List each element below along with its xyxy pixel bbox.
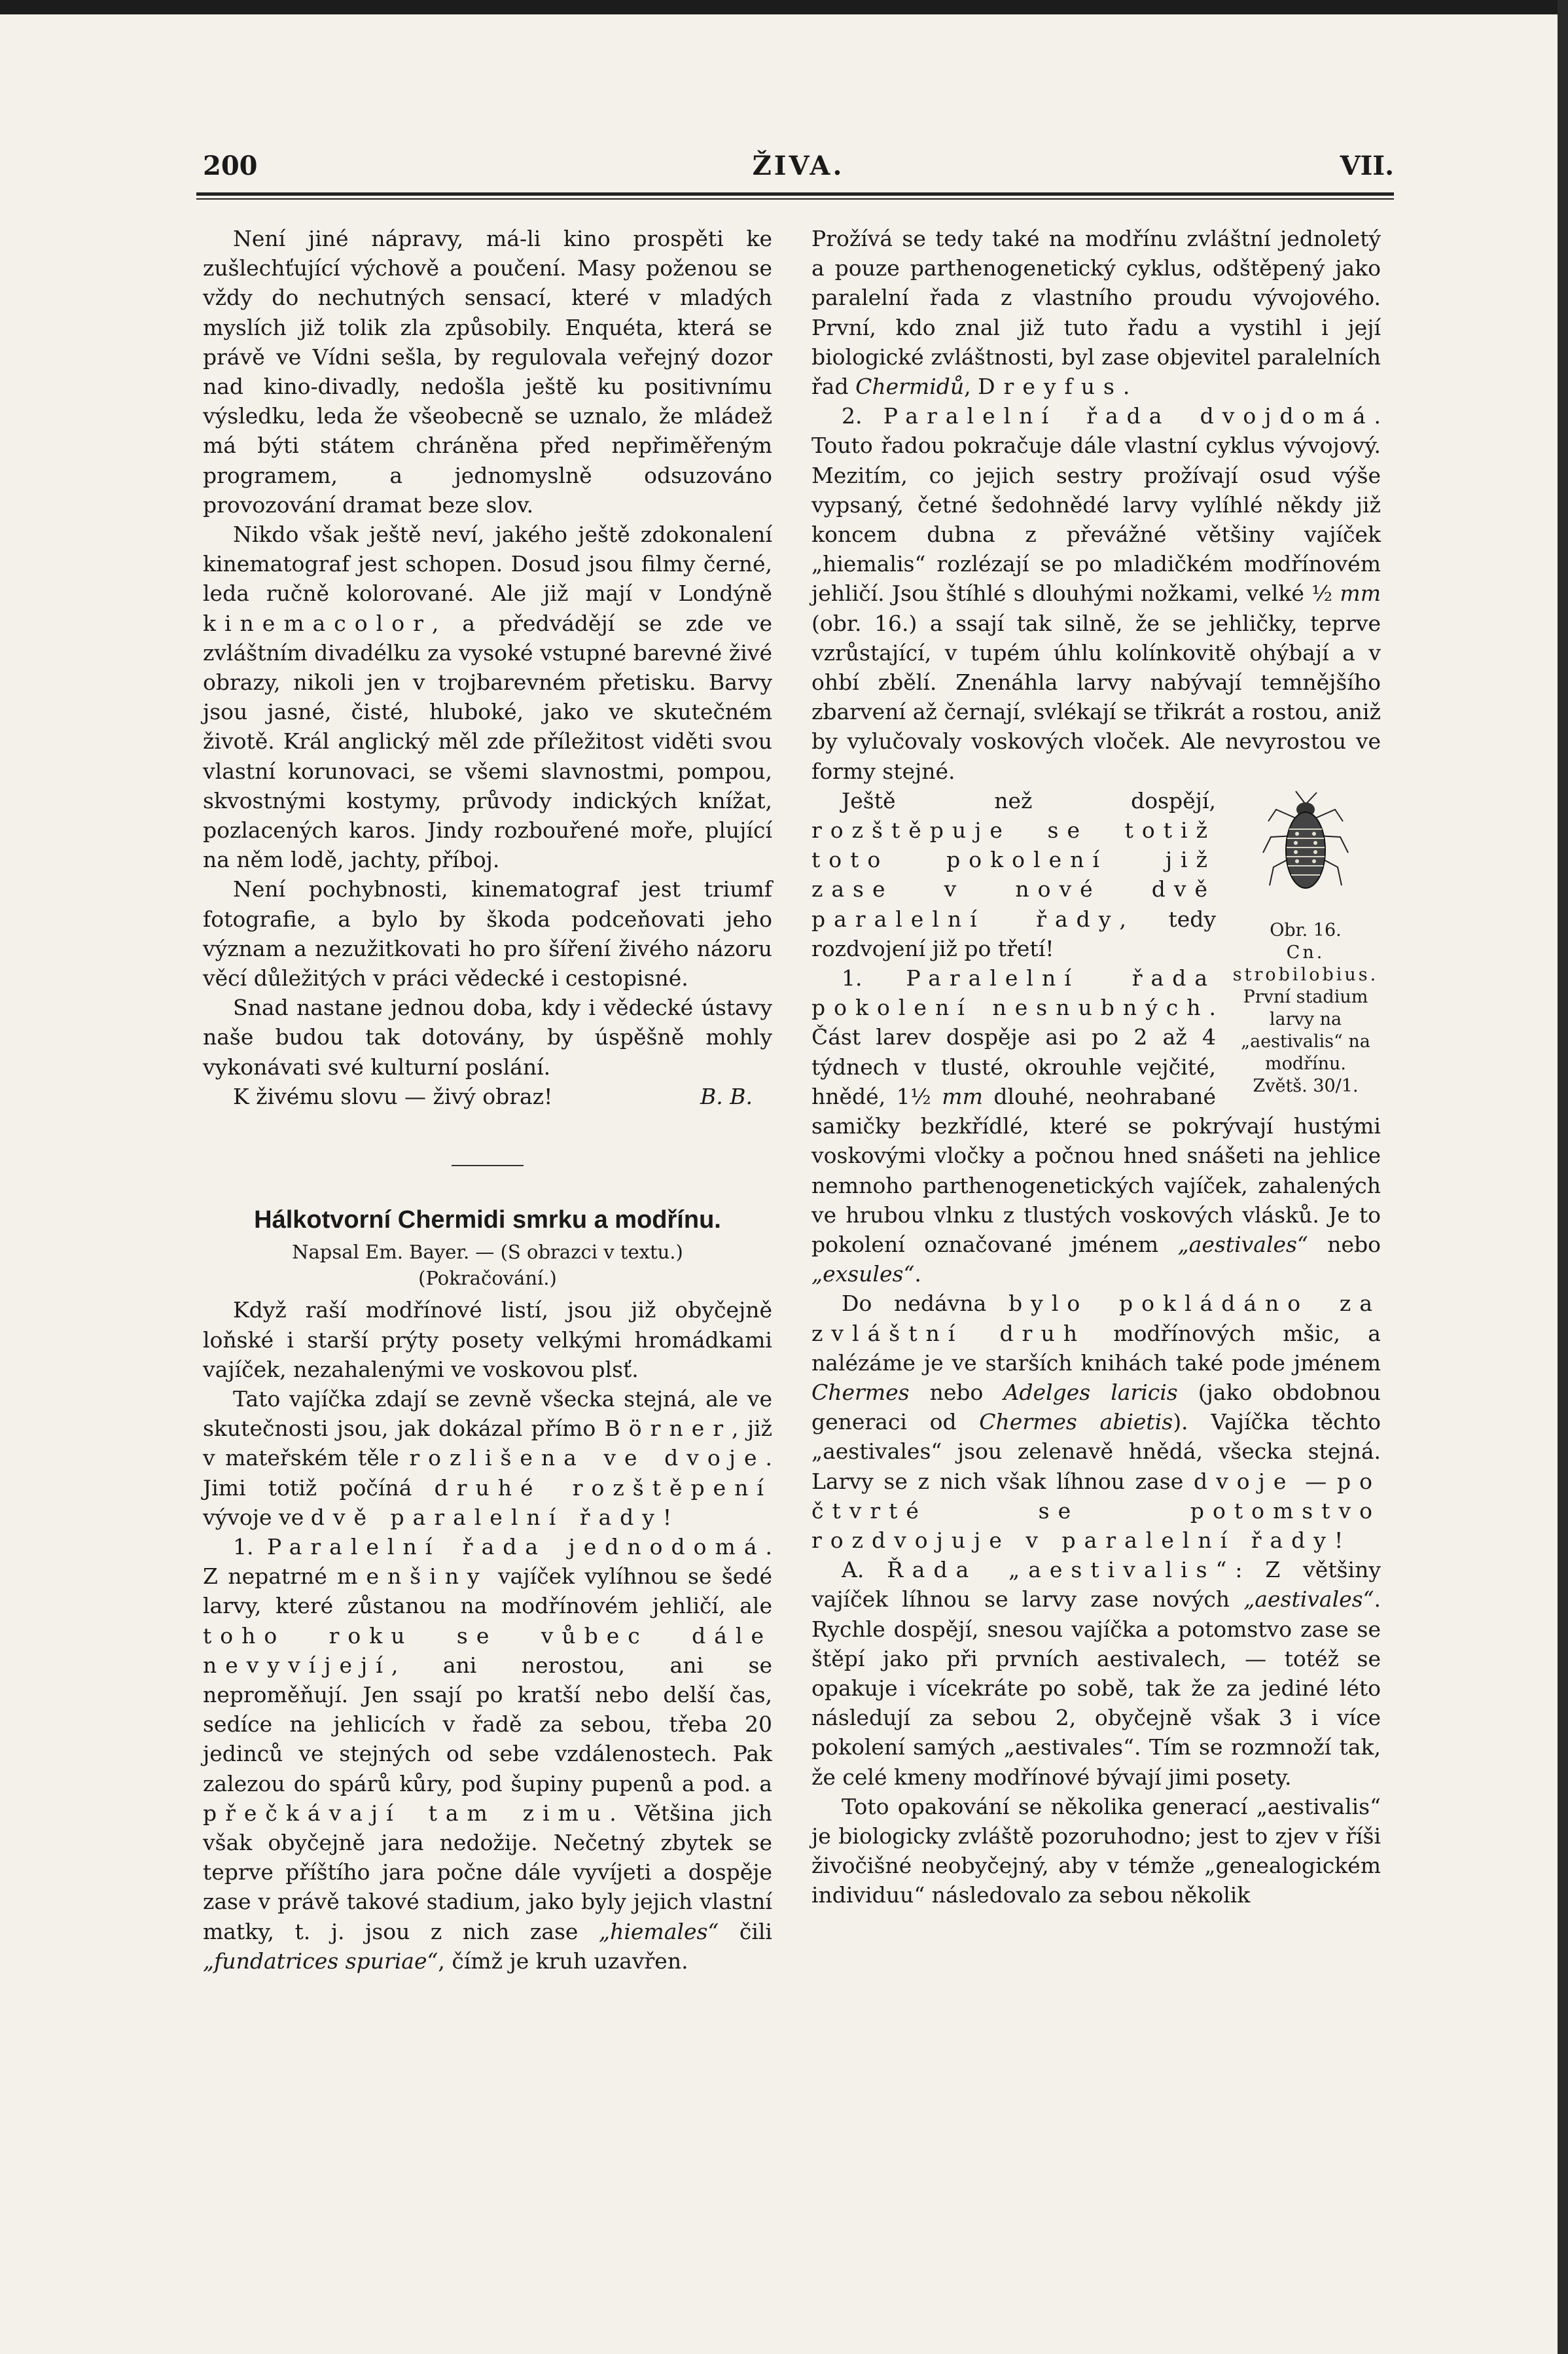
genus-name: Chermes <box>811 1379 910 1405</box>
text-run: vajíček vylíhnou se šedé larvy, které zůstanou na modřínovém jehličí, ale <box>203 1563 772 1619</box>
text-run: (obr. 16.) a ssají tak silně, že se jehličky, teprve vzrůstající, v tupém úhlu kolínkovitě ohýbají a v ohbí zbělí. Znenáhla larvy nabývají temnějšího zbarvení až černají, svlékají se třikrát a rostou, aniž by vylučovaly voskových vloček. Ale nevyrostou ve formy stejné. <box>811 610 1381 784</box>
latin-term: „hiemales“ <box>599 1918 719 1944</box>
text-run: . Jimi totiž počíná <box>203 1445 772 1501</box>
paragraph <box>811 1289 1381 1555</box>
text-run: , čímž je kruh uzavřen. <box>438 1948 688 1974</box>
volume-number: VII. <box>1340 151 1394 181</box>
latin-term: „aestivales“ <box>1243 1586 1374 1613</box>
text-run: 1. <box>842 965 906 991</box>
spaced-term: rozlišena ve dvoje <box>409 1445 766 1471</box>
spaced-term: druhé rozštěpení <box>434 1474 772 1501</box>
text-run: nebo <box>1308 1231 1381 1257</box>
text-run: , ani nerostou, ani se neproměňují. Jen ssají po kratší nebo delší čas, sedíce na jehlicích v řadě za sebou, třeba 20 jedinců ve stejných od sebe vzdálenostech. Pak zalezou do spárů kůry, pod šupiny pupenů a pod. a <box>203 1652 772 1796</box>
paragraph: Snad nastane jednou doba, kdy i vědecké ústavy naše budou tak dotovány, by úspěšně mohly vykonávati své kulturní poslání. <box>203 995 772 1080</box>
left-column <box>203 224 772 1976</box>
paragraph: Když raší modřínové listí, jsou již obyčejně loňské i starší prýty posety velkými hromádkami vajíček, nezahalenými ve voskovou plsť. <box>203 1297 772 1382</box>
latin-term: „exsules“ <box>811 1261 915 1287</box>
section-separator <box>452 1165 524 1166</box>
paragraph <box>203 520 772 874</box>
spaced-term: Paralelní řada dvojdomá <box>883 403 1374 429</box>
closing-text: K živému slovu — živý obraz! <box>233 1083 553 1109</box>
figure-16 <box>1230 790 1381 1097</box>
text-run: modřínových mšic, a nalézáme je ve starších knihách také pode jménem <box>811 1320 1381 1376</box>
spaced-term: po čtvrté se potomstvo rozdvojuje v paralelní řady <box>811 1468 1381 1553</box>
text-run: dlouhé, neohrabané samičky bezkřídlé, které se pokrývají hustými voskovými vločky a počnou hned snášeti na jehlice nemnoho parthenogenetických vajíček, zahalených ve hrubou vlnku z tlustých voskových vlásků. Je to pokolení označované jménem <box>811 1083 1381 1257</box>
header-rule-thick <box>196 192 1394 196</box>
text-run: čili <box>719 1918 772 1944</box>
text-run: , <box>964 374 978 400</box>
header-rule-thin <box>196 198 1394 200</box>
page-number: 200 <box>203 151 258 181</box>
paragraph <box>811 401 1381 786</box>
paragraph: Není jiné nápravy, má-li kino prospěti ke zušlechťující výchově a poučení. Masy poženou se vždy do nechutných sensací, které v mladých myslích již tolik zla způsobily. Enquéta, která se právě ve Vídni sešla, by regulovala veřejný dozor nad kino-divadly, nedošla ještě ku positivnímu výsledku, leda že všeobecně se uznalo, že mládež má býti státem chráněna před nepřiměřeným programem, a jednomyslně odsuzováno provozování dramat beze slov. <box>203 226 772 518</box>
spaced-term: menšiny <box>337 1563 488 1590</box>
article-title: Hálkotvorní Chermidi smrku a modřínu. <box>254 1206 721 1234</box>
author-name: Dreyfus <box>978 374 1123 400</box>
spaced-term: rozštěpuje se totiž toto pokolení již zase v nové dvě paralelní řady <box>811 817 1216 932</box>
closing-line <box>203 1082 772 1111</box>
unit: mm <box>942 1083 983 1109</box>
paragraph <box>203 1532 772 1976</box>
paragraph <box>811 1555 1381 1792</box>
paragraph <box>811 224 1381 401</box>
text-run: — <box>1294 1468 1338 1494</box>
text-run: . Z nepatrné <box>203 1533 773 1590</box>
running-header <box>203 151 1394 196</box>
figure-magnification: Zvětš. 30/1. <box>1253 1075 1359 1096</box>
species-name: Chermes abietis <box>979 1409 1173 1435</box>
author-signature: B. B. <box>700 1083 753 1109</box>
text-run: . Touto řadou pokračuje dále vlastní cyklus vývojový. Mezitím, co jejich sestry prožívají osud výše vypsaný, četné šedohnědé larvy vylíhlé někdy již koncem dubna z převážné většiny vajíček „hiemalis“ rozlézají se po mladičkém modřínovém jehličí. Jsou štíhlé s dlouhými nožkami, velké ½ <box>811 403 1381 607</box>
spaced-term: toho roku se vůbec dále nevyvíjejí <box>203 1622 772 1678</box>
spaced-term: bylo pokládáno za zvláštní druh <box>811 1291 1381 1346</box>
figure-label: Obr. 16. <box>1270 919 1342 940</box>
author-name: Börner <box>604 1416 732 1442</box>
text-run: : Z většiny vajíček líhnou se larvy zase nových <box>811 1557 1381 1613</box>
text-run: Tato vajíčka zdají se zevně všecka stejná, ale ve skutečnosti jsou, jak dokázal přímo <box>203 1385 772 1442</box>
text-run: . <box>914 1261 921 1287</box>
text-run: . Část larev dospěje asi po 2 až 4 týdnech v tlusté, okrouhle vejčité, hnědé, 1½ <box>811 995 1216 1109</box>
scan-border-right <box>1558 0 1568 2354</box>
text-run: . Rychle dospějí, snesou vajíčka a potomstvo zase se štěpí jako při prvních aestivalech, — totéž se opakuje i vícekráte po sobě, tak že za jediné léto následují za sebou 2, obyčejně však 3 i více pokolení samých „aestivales“. Tím se rozmnoží tak, že celé kmeny modřínové bývají jimi posety. <box>811 1586 1381 1790</box>
text-run: ). Vajíčka těchto „aestivales“ jsou zelenavě hnědá, všecka stejná. Larvy se z nich však líhnou zase <box>811 1409 1381 1494</box>
text-run: Prožívá se tedy také na modřínu zvláštní jednoletý a pouze parthenogenetický cyklus, odštěpený jako paralelní řada z vlastního proudu vývojového. První, kdo znal již tuto řadu a vystihl i její biologické zvláštnosti, byl zase objevitel paralelních řad <box>811 226 1381 400</box>
right-column <box>811 224 1381 1910</box>
species-name: Adelges laricis <box>1003 1379 1178 1405</box>
article-continuation: (Pokračování.) <box>418 1267 557 1290</box>
figure-species: Cn. strobilobius. <box>1232 942 1379 985</box>
text-run: . Většina jich však obyčejně jara nedožije. Nečetný zbytek se teprve příštího jara počne dále vyvíjeti a dospěje zase v právě takové stadium, jako byly jejich vlastní matky, t. j. jsou z nich zase <box>203 1800 772 1944</box>
journal-title: ŽIVA. <box>752 151 845 181</box>
figure-location: „aestivalis“ na modřínu. <box>1241 1031 1370 1074</box>
spaced-term: kinemacolor <box>203 610 432 636</box>
unit: mm <box>1340 580 1381 607</box>
text-run: (jako obdobnou generaci od <box>811 1379 1381 1435</box>
text-run: Do nedávna <box>842 1291 1009 1317</box>
text-run: 2. <box>842 403 883 429</box>
spaced-term: Paralelní řada jednodomá <box>267 1533 766 1560</box>
spaced-term: dvě paralelní řady <box>310 1504 663 1530</box>
spaced-term: Řada „aestivalis“ <box>887 1557 1236 1583</box>
text-run: ! <box>1334 1527 1344 1553</box>
text-run: vývoje ve <box>203 1504 311 1530</box>
text-run: . <box>1122 374 1130 400</box>
text-run: A. <box>842 1557 887 1583</box>
text-run: Ještě než dospějí, <box>842 787 1216 813</box>
spaced-term: Paralelní řada pokolení nesnubných <box>811 965 1216 1021</box>
text-run: ! <box>662 1504 672 1530</box>
larva-illustration <box>1256 790 1355 914</box>
figure-description: První stadium larvy na <box>1243 986 1368 1029</box>
paragraph: Není pochybnosti, kinematograf jest triumf fotografie, a bylo by škoda podceňovati jeho význam a nezužitkovati ho pro šíření živého názoru věcí důležitých v práci vědecké i cestopisné. <box>203 876 772 991</box>
genus-name: Chermidů <box>855 374 965 400</box>
text-run: 1. <box>233 1533 267 1560</box>
paragraph <box>203 1384 772 1532</box>
text-run: Nikdo však ještě neví, jakého ještě zdokonalení kinematograf jest schopen. Dosud jsou filmy černé, leda ručně kolorované. Ale již mají v Londýně <box>203 522 772 607</box>
article-byline: Napsal Em. Bayer. — (S obrazci v textu.) <box>292 1241 683 1264</box>
spaced-term: dvoje <box>1194 1468 1295 1494</box>
latin-term: „aestivales“ <box>1177 1231 1308 1257</box>
journal-page <box>0 14 1558 2354</box>
text-run: , již v mateřském těle <box>203 1416 772 1471</box>
scan-border-top <box>0 0 1568 14</box>
paragraph: Toto opakování se několika generací „aestivalis“ je biologicky zvláště pozoruhodno; jest to zjev v říši živočišné neobyčejný, aby v témže „genealogickém individuu“ následovalo za sebou několik <box>811 1793 1381 1908</box>
text-run: nebo <box>909 1379 1004 1405</box>
text-run: , a předvádějí se zde ve zvláštním divadélku za vysoké vstupné barevné živé obrazy, nikoli jen v trojbarevném přetisku. Barvy jsou jasné, čisté, hluboké, jako ve skutečném životě. Král anglický měl zde příležitost viděti svou vlastní korunovaci, se všemi slavnostmi, pompou, skvostnými kostymy, průvody indických knížat, pozlacených karos. Jindy rozbouřené moře, plující na něm lodě, jachty, příboj. <box>203 610 772 873</box>
latin-term: „fundatrices spuriae“ <box>203 1948 438 1974</box>
text-run: , tedy rozdvojení již po třetí! <box>811 906 1216 961</box>
spaced-term: přečkávají tam zimu <box>203 1800 610 1826</box>
